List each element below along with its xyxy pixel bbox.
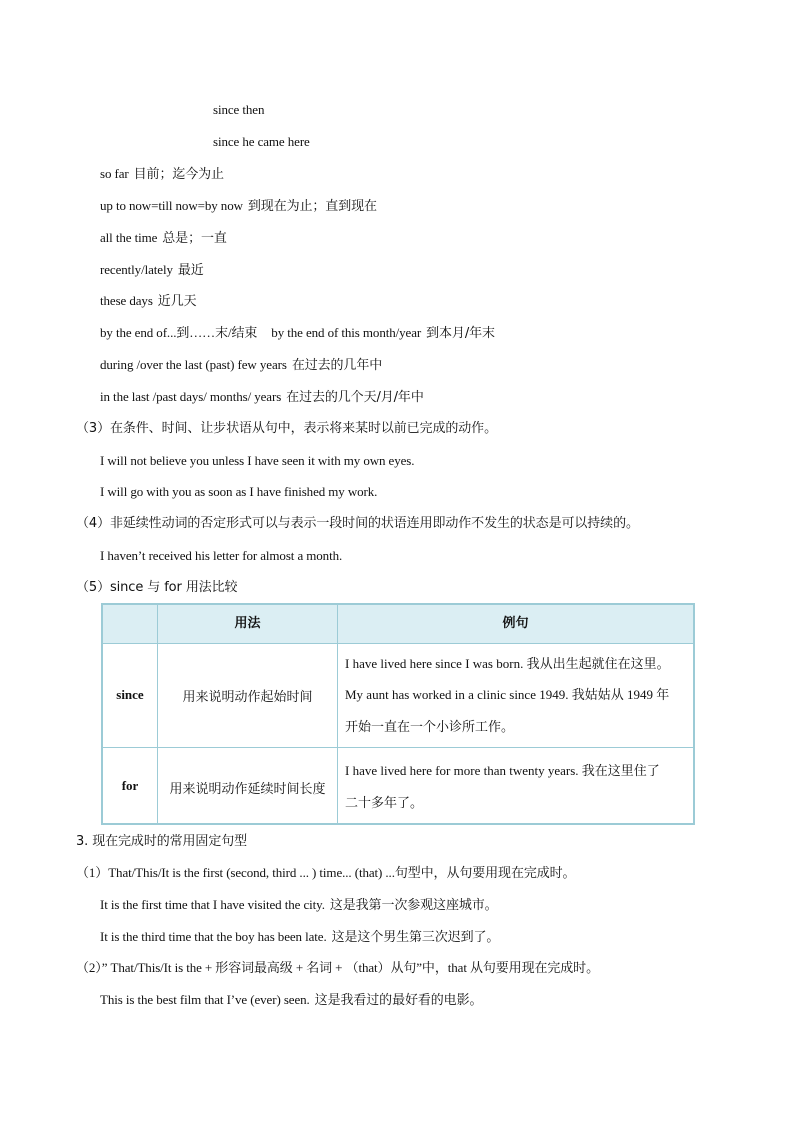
section-3-item-1: （1）That/This/It is the first (second, third ... ) time... (that) ...句型中，从句要用现在完成时。: [76, 865, 576, 880]
table-row-for-example-2: 二十多年了。: [345, 795, 424, 810]
phrase-en: in the last /past days/ months/ years: [100, 389, 282, 404]
since-for-table: [101, 603, 695, 825]
phrase-cn: 总是；一直: [162, 231, 227, 246]
phrase-these-days: [100, 292, 197, 311]
table-row-since-example-3: 开始一直在一个小诊所工作。: [345, 719, 515, 734]
phrase-during: [100, 356, 382, 375]
table-row-since-keyword: since: [116, 687, 144, 702]
phrase-en: up to now=till now=by now: [100, 198, 243, 213]
phrase-in-the-last: [100, 388, 424, 407]
example-cn: 这是我看过的最好看的电影。: [314, 993, 483, 1008]
table-row-since-example-1: I have lived here since I was born. 我从出生起就住在这里。: [345, 656, 670, 671]
table-header-keyword: [103, 605, 157, 643]
example-cn: 这是这个男生第三次迟到了。: [331, 930, 500, 945]
phrase-en-2: by the end of this month/year: [271, 325, 422, 340]
example-cn: 这是我第一次参观这座城市。: [329, 898, 498, 913]
phrase-cn: 目前；迄今为止: [133, 167, 224, 182]
section-3-item-1-example-1: [100, 896, 498, 915]
section-3-item-2-example-1: [100, 991, 482, 1010]
item-5-heading: （5）since 与 for 用法比较: [76, 580, 238, 595]
phrase-cn: 近几天: [157, 294, 197, 309]
phrase-en: so far: [100, 166, 129, 181]
phrase-cn: 最近: [177, 263, 204, 278]
example-en: It is the first time that I have visited the city.: [100, 897, 325, 912]
phrase-so-far: [100, 165, 224, 184]
phrase-en: recently/lately: [100, 262, 173, 277]
phrase-cn: 到本月/年末: [426, 326, 495, 341]
section-3-item-2: （2）” That/This/It is the + 形容词最高级 + 名词 + （that）从句”中，that 从句要用现在完成时。: [76, 960, 599, 975]
phrase-since-then: since then: [213, 102, 265, 117]
phrase-cn: 在过去的几年中: [291, 358, 383, 373]
item-3-heading: （3）在条件、时间、让步状语从句中，表示将来某时以前已完成的动作。: [76, 421, 497, 436]
table-row-for-example-1: I have lived here for more than twenty years. 我在这里住了: [345, 763, 660, 778]
phrase-since-he-came: since he came here: [213, 134, 310, 149]
item-3-example-1: I will not believe you unless I have seen it with my own eyes.: [100, 453, 415, 468]
table-row-for-keyword: for: [121, 778, 139, 793]
table-row-since-usage: 用来说明动作起始时间: [182, 690, 313, 705]
table-row-for-usage: 用来说明动作延续时间长度: [169, 782, 326, 797]
table-divider: [103, 747, 693, 748]
phrase-en: during /over the last (past) few years: [100, 357, 287, 372]
table-header-example: 例句: [502, 616, 529, 631]
phrase-recently: [100, 261, 204, 280]
phrase-cn: 在过去的几个天/月/年中: [286, 390, 424, 405]
item-4-example-1: I haven’t received his letter for almost a month.: [100, 548, 343, 563]
phrase-en: these days: [100, 293, 153, 308]
phrase-all-the-time: [100, 229, 227, 248]
table-row-since-example-2: My aunt has worked in a clinic since 1949. 我姑姑从 1949 年: [345, 687, 670, 702]
example-en: This is the best film that I’ve (ever) seen.: [100, 992, 310, 1007]
phrase-en: by the end of...到……末/结束: [100, 325, 258, 340]
item-3-example-2: I will go with you as soon as I have finished my work.: [100, 484, 378, 499]
example-en: It is the third time that the boy has been late.: [100, 929, 327, 944]
table-header-usage: 用法: [234, 616, 261, 631]
table-divider: [103, 643, 693, 644]
item-4-heading: （4）非延续性动词的否定形式可以与表示一段时间的状语连用即动作不发生的状态是可以持续的。: [76, 516, 639, 531]
phrase-cn: 到现在为止；直到现在: [247, 199, 377, 214]
phrase-by-the-end: [100, 324, 495, 343]
phrase-up-to-now: [100, 197, 377, 216]
section-3-heading: 3. 现在完成时的常用固定句型: [76, 834, 248, 849]
section-3-item-1-example-2: [100, 928, 499, 947]
phrase-en: all the time: [100, 230, 158, 245]
